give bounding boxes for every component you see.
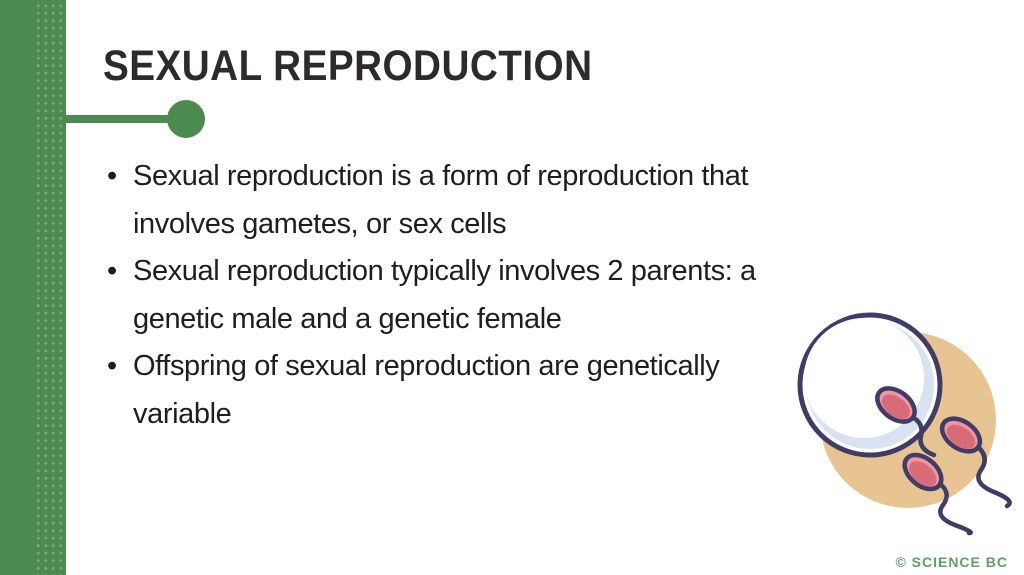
bullet-item: [107, 343, 756, 438]
egg-cell: [800, 315, 940, 455]
title-accent-dot-icon: [167, 100, 205, 138]
title-accent-line: [66, 115, 176, 123]
bullet-list: [107, 153, 756, 438]
bullet-dot-icon: •: [107, 160, 118, 192]
bullet-line: variable: [133, 397, 232, 430]
bullet-text: [133, 343, 719, 438]
dot-pattern-strip: [33, 0, 66, 575]
sperm-tail: [977, 446, 1010, 506]
bullet-item: [107, 248, 756, 343]
slide-title: SEXUAL REPRODUCTION: [103, 42, 593, 90]
bullet-line: involves gametes, or sex cells: [133, 207, 507, 240]
bullet-dot-icon: •: [107, 350, 118, 382]
bullet-text: [133, 248, 756, 343]
bullet-line: Sexual reproduction is a form of reproduction that: [133, 160, 749, 192]
egg-and-sperm-illustration-icon: [780, 292, 1024, 542]
credit-text: © SCIENCE BC: [895, 554, 1008, 570]
bullet-line: Sexual reproduction typically involves 2 parents: a: [133, 255, 756, 287]
bullet-text: [133, 153, 748, 248]
bullet-item: [107, 153, 756, 248]
bullet-line: Offspring of sexual reproduction are genetically: [133, 350, 720, 382]
left-accent-bar: [0, 0, 33, 575]
bullet-dot-icon: •: [107, 255, 118, 287]
bullet-line: genetic male and a genetic female: [133, 302, 562, 335]
